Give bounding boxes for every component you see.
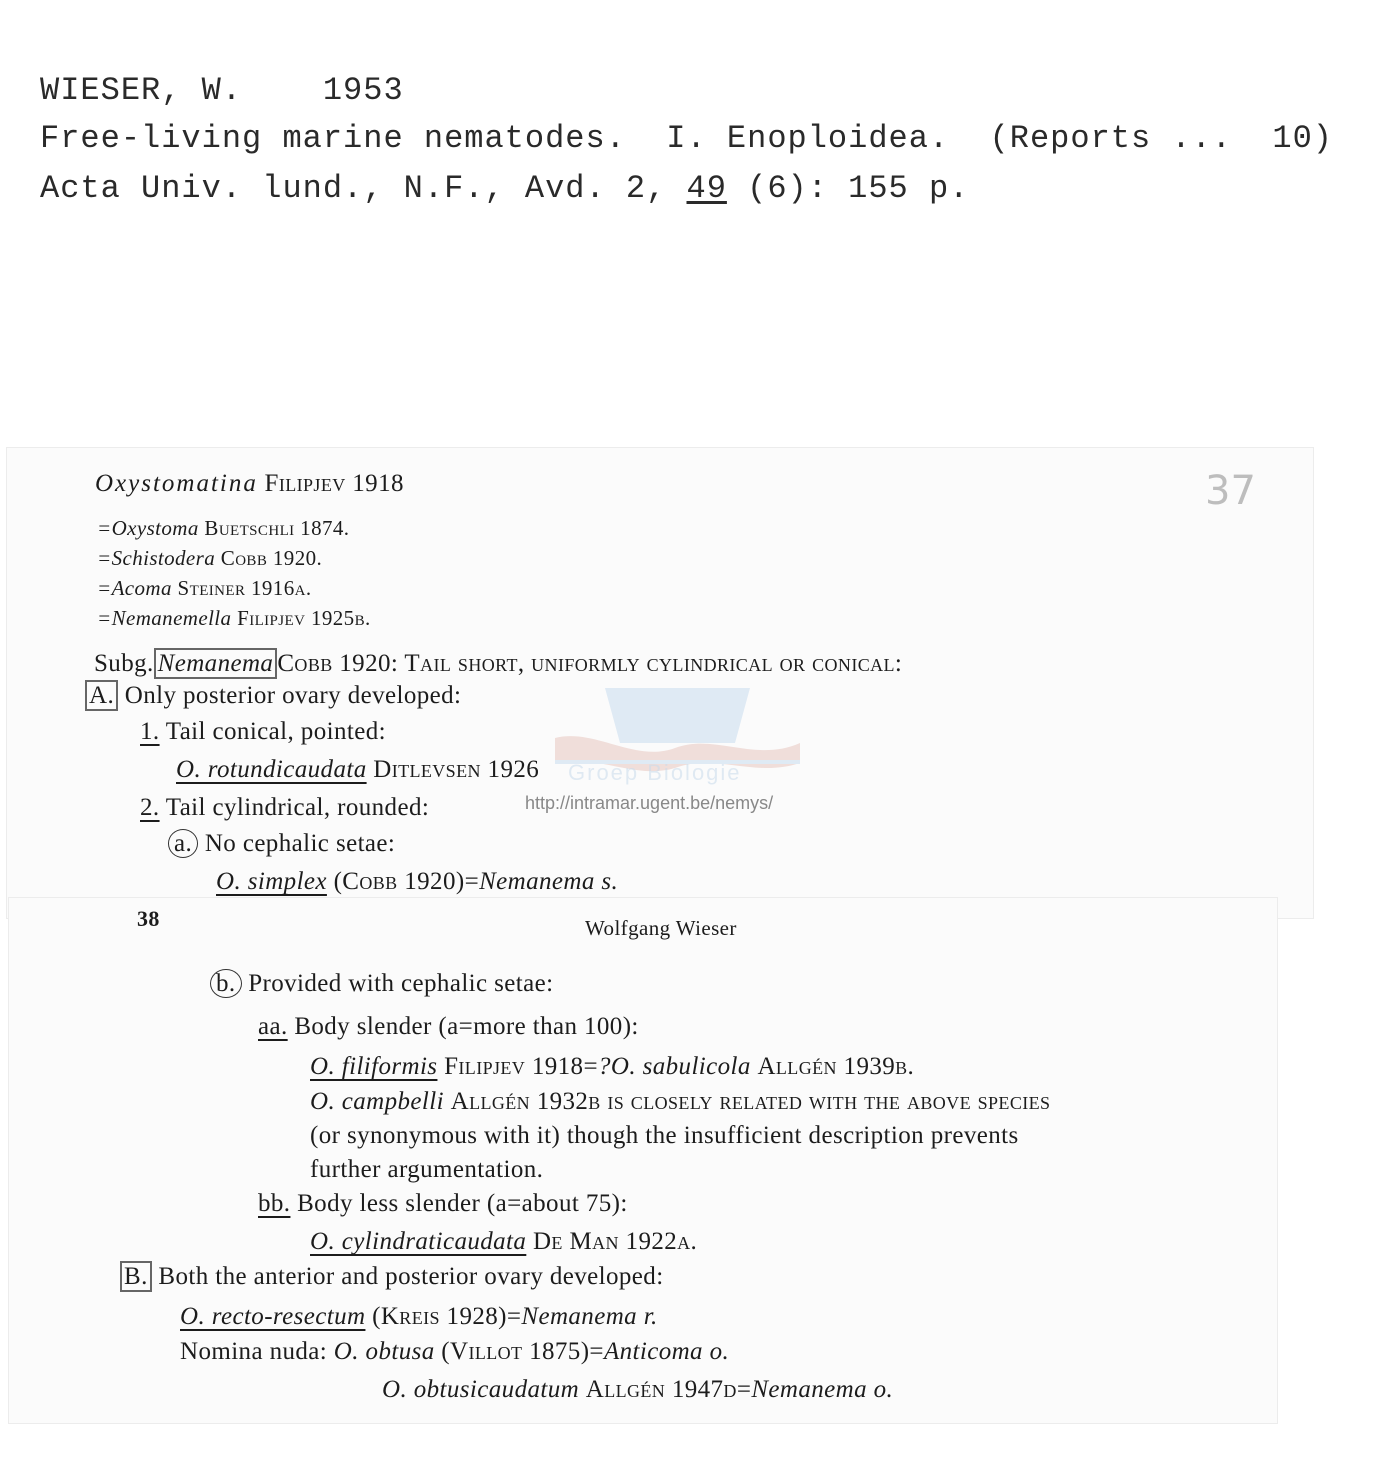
card-author-year: WIESER, W. 1953 — [40, 72, 404, 109]
campbelli-line-3: further argumentation. — [310, 1156, 544, 1183]
synonym-1: =Oxystoma Buetschli 1874. — [97, 516, 350, 540]
card-citation: Acta Univ. lund., N.F., Avd. 2, 49 (6): 155 p. — [40, 170, 970, 207]
species-recto-resectum: O. recto-resectum (Kreis 1928)=Nemanema r. — [180, 1303, 658, 1330]
card-volume: 49 — [686, 170, 727, 207]
species-filiformis: O. filiformis Filipjev 1918=?O. sabulicola Allgén 1939b. — [310, 1053, 915, 1080]
subgenus-boxed-name: Nemanema — [154, 648, 278, 679]
nomina-nuda-1: Nomina nuda: O. obtusa (Villot 1875)=Anticoma o. — [180, 1338, 730, 1365]
campbelli-line-2: (or synonymous with it) though the insufficient description prevents — [310, 1122, 1019, 1149]
key-A-label: A. — [85, 680, 118, 711]
key-A: A. Only posterior ovary developed: — [85, 682, 461, 710]
key-B-label: B. — [120, 1261, 152, 1292]
key-b-label: b. — [210, 969, 242, 998]
synonym-3: =Acoma Steiner 1916a. — [97, 576, 312, 600]
key-1: 1. Tail conical, pointed: — [140, 718, 386, 745]
synonym-4: =Nemanemella Filipjev 1925b. — [97, 606, 371, 630]
watermark-url[interactable]: http://intramar.ugent.be/nemys/ — [525, 793, 774, 813]
key-a-label: a. — [168, 829, 198, 858]
campbelli-line-1: O. campbelli Allgén 1932b is closely related with the above species — [310, 1088, 1051, 1115]
card-title: Free-living marine nematodes. I. Enoploidea. (Reports ... 10) — [40, 120, 1333, 157]
species-cylindraticaudata: O. cylindraticaudata De Man 1922a. — [310, 1228, 698, 1255]
key-B: B. Both the anterior and posterior ovary developed: — [120, 1263, 664, 1291]
watermark-text: Groep Biologie — [568, 760, 742, 785]
subgenus-line: Subg. Nemanema Cobb 1920: Tail short, uniformly cylindrical or conical: — [94, 650, 903, 677]
genus-heading: Oxystomatina Filipjev 1918 — [95, 470, 404, 497]
nomina-nuda-2: O. obtusicaudatum Allgén 1947d=Nemanema o. — [382, 1376, 894, 1403]
key-bb: bb. Body less slender (a=about 75): — [258, 1190, 628, 1217]
key-b: b. Provided with cephalic setae: — [210, 970, 553, 998]
synonym-2: =Schistodera Cobb 1920. — [97, 546, 323, 570]
page-number-38: 38 — [137, 906, 160, 931]
running-header: Wolfgang Wieser — [585, 916, 737, 940]
species-simplex: O. simplex (Cobb 1920)=Nemanema s. — [216, 868, 619, 895]
species-rotundicaudata: O. rotundicaudata Ditlevsen 1926 — [176, 756, 540, 783]
key-2: 2. Tail cylindrical, rounded: — [140, 794, 430, 821]
handwritten-page-number: 37 — [1205, 468, 1256, 514]
key-aa: aa. Body slender (a=more than 100): — [258, 1013, 639, 1040]
key-a: a. No cephalic setae: — [168, 830, 395, 858]
